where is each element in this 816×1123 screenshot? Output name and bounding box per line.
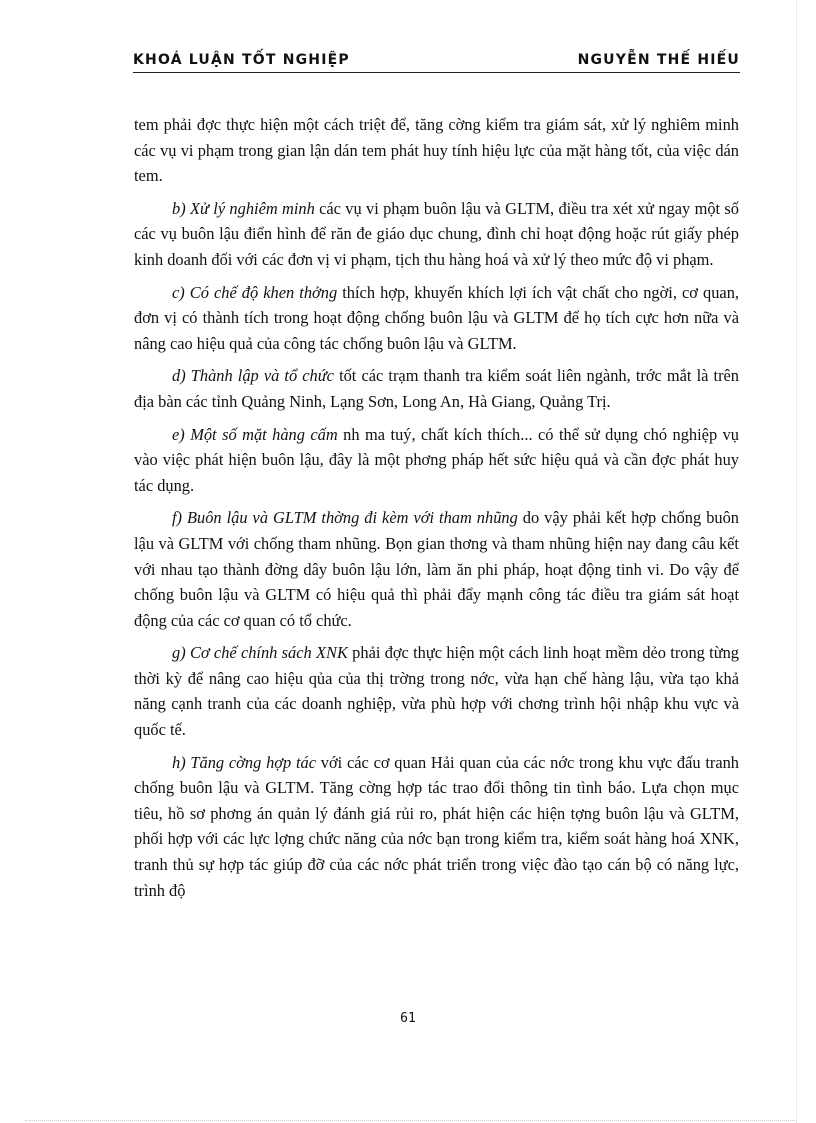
paragraph-d bbox=[134, 363, 739, 414]
paragraph-lead: b) Xử lý nghiêm minh bbox=[172, 198, 315, 218]
page-header bbox=[133, 52, 740, 73]
paragraph-text: các vụ vi phạm buôn lậu và GLTM, điều tra xét xử ngay một số các vụ buôn lậu điển hình để răn đe giáo dục chung, đình chỉ hoạt động hoặc rút giấy phép kinh doanh đối với các đơn vị vi phạm, tịch thu hàng hoá và xử lý theo mức độ vi phạm. bbox=[134, 198, 739, 269]
paragraph-text: nh ma tuý, chất kích thích... có thể sử dụng chó nghiệp vụ vào việc phát hiện buôn lậu, đây là một phơng pháp hết sức hiệu quả và cần đợc phát huy tác dụng. bbox=[134, 424, 740, 495]
paragraph-text: phải đợc thực hiện một cách linh hoạt mềm dẻo trong từng thời kỳ để nâng cao hiệu qủa của thị trờng trong nớc, vừa hạn chế hàng lậu, vừa tạo khả năng cạnh tranh của các doanh nghiệp, vừa phù hợp với chơng trình hội nhập khu vực và quốc tế. bbox=[134, 643, 739, 740]
paragraph-lead: h) Tăng cờng hợp tác bbox=[172, 752, 317, 772]
paragraph-text: tốt các trạm thanh tra kiểm soát liên ngành, trớc mắt là trên địa bàn các tỉnh Quảng Ninh, Lạng Sơn, Long An, Hà Giang, Quảng Trị. bbox=[134, 366, 739, 411]
paragraph-continuation bbox=[134, 112, 739, 189]
paragraph-h bbox=[134, 750, 739, 904]
header-author-name: NGUYỄN THẾ HIẾU bbox=[577, 52, 740, 68]
body-text bbox=[134, 112, 739, 910]
paragraph-f bbox=[134, 505, 739, 633]
paragraph-lead: g) Cơ chế chính sách XNK bbox=[172, 643, 348, 663]
page-right-dotted-border bbox=[796, 0, 797, 1123]
paragraph-b bbox=[134, 196, 739, 273]
paragraph-g bbox=[134, 640, 739, 742]
paragraph-e bbox=[134, 422, 739, 499]
paragraph-lead: d) Thành lập và tổ chức bbox=[172, 366, 334, 386]
page-number: 61 bbox=[400, 1011, 416, 1026]
paragraph-lead: e) Một số mặt hàng cấm bbox=[172, 424, 338, 444]
paragraph-text: tem phải đợc thực hiện một cách triệt để, tăng cờng kiểm tra giám sát, xử lý nghiêm minh các vụ vi phạm trong gian lận dán tem phát huy tính hiệu lực của mặt hàng tốt, của việc dán tem. bbox=[134, 115, 739, 186]
paragraph-c bbox=[134, 280, 739, 357]
paragraph-text: do vậy phải kết hợp chống buôn lậu và GLTM với chống tham nhũng. Bọn gian thơng và tham nhũng hiện nay đang câu kết với nhau tạo thành đờng dây buôn lậu lớn, làm ăn phi pháp, hoạt động tinh vi. Do vậy để chống buôn lậu và GLTM có hiệu quả thì phải đẩy mạnh công tác điều tra giám sát hoạt động của các cơ quan có tổ chức. bbox=[134, 508, 739, 630]
page-bottom-dotted-border bbox=[25, 1120, 795, 1121]
header-thesis-title: KHOÁ LUẬN TỐT NGHIỆP bbox=[133, 52, 350, 68]
paragraph-text: với các cơ quan Hải quan của các nớc trong khu vực đấu tranh chống buôn lậu và GLTM. Tăng cờng hợp tác trao đổi thông tin tình báo. Lựa chọn mục tiêu, hồ sơ phơng án quản lý đánh giá rủi ro, phát hiện các hiện tợng buôn lậu và GLTM, phối hợp với các lực lợng chức năng của nớc bạn trong kiểm tra, kiểm soát hàng hoá XNK, tranh thủ sự hợp tác giúp đỡ của các nớc phát triển trong việc đào tạo cán bộ có năng lực, trình độ bbox=[134, 752, 740, 900]
paragraph-lead: f) Buôn lậu và GLTM thờng đi kèm với tham nhũng bbox=[172, 508, 518, 528]
paragraph-text: thích hợp, khuyến khích lợi ích vật chất cho ngời, cơ quan, đơn vị có thành tích trong hoạt động chống buôn lậu và GLTM để họ tích cực hơn nữa và nâng cao hiệu quả của công tác chống buôn lậu và GLTM. bbox=[134, 282, 739, 353]
paragraph-lead: c) Có chế độ khen thởng bbox=[172, 282, 338, 302]
